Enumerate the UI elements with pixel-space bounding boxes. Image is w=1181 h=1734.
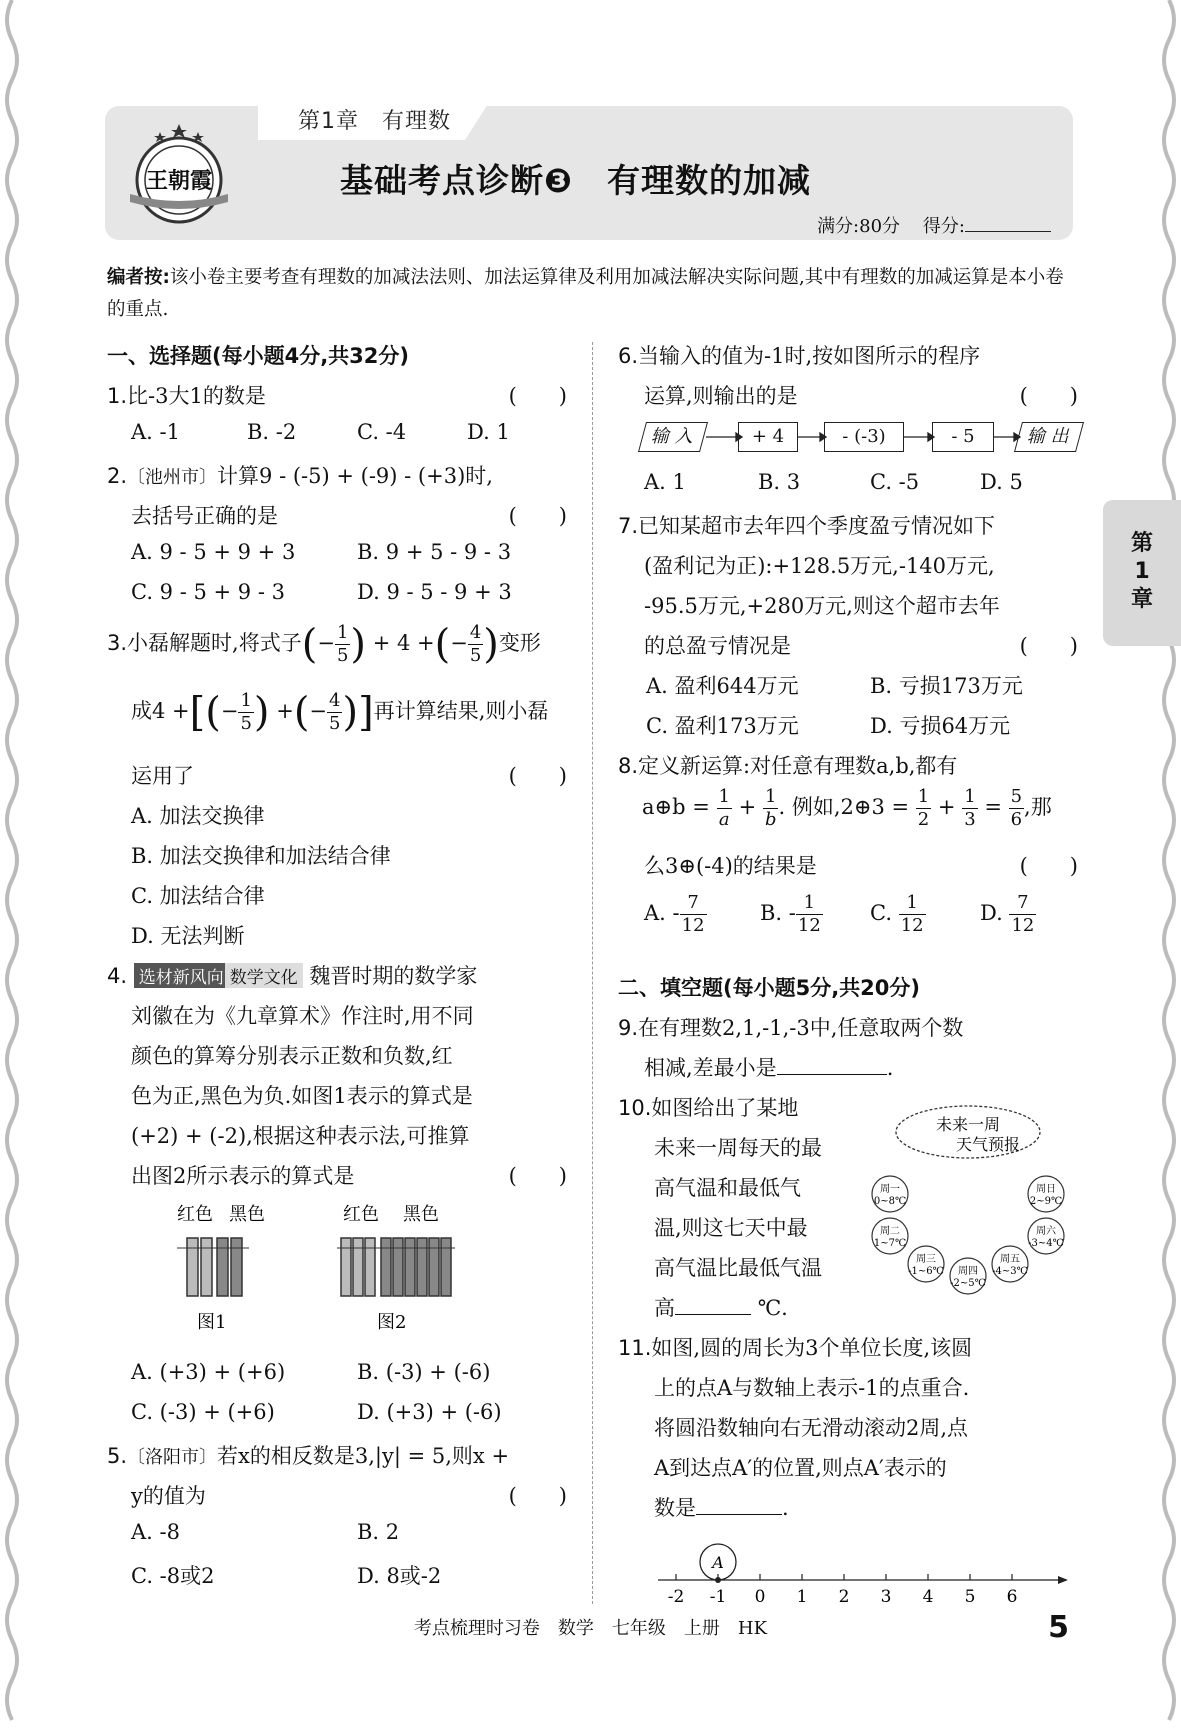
number-line-tick-label: -1 <box>709 1587 727 1607</box>
badge-math-culture: 数学文化 <box>225 963 303 988</box>
question-9: 9.在有理数2,1,-1,-3中,任意取两个数 <box>618 1016 964 1040</box>
page-title: 基础考点诊断❸ 有理数的加减 <box>340 161 811 200</box>
q1-option-b[interactable]: B. -2 <box>247 420 297 444</box>
page-number: 5 <box>1048 1610 1069 1645</box>
q8-option-d[interactable]: D. $\frac{7}{12}$ <box>980 892 1035 936</box>
question-9-line2: 相减,差最小是 . <box>644 1056 894 1080</box>
answer-paren[interactable]: ( ) <box>508 764 567 788</box>
question-4-line: 出图2所示表示的算式是 ( ) <box>131 1160 567 1190</box>
question-source: 〔池州市〕 <box>127 467 218 488</box>
q6-option-b[interactable]: B. 3 <box>758 470 801 494</box>
question-5: 5.〔洛阳市〕若x的相反数是3,|y| = 5,则x + <box>107 1444 510 1468</box>
q5-option-a[interactable]: A. -8 <box>131 1520 180 1544</box>
question-7: 7.已知某超市去年四个季度盈亏情况如下 <box>618 514 996 538</box>
question-1: 1.比-3大1的数是 ( ) <box>107 380 567 410</box>
page-footer: 考点梳理时习卷 数学 七年级 上册 HK <box>413 1618 768 1639</box>
svg-text:红色: 红色 <box>177 1204 213 1225</box>
number-line-figure <box>658 1536 1078 1616</box>
svg-text:周一: 周一 <box>880 1184 900 1195</box>
flow-input: 输 入 <box>638 422 708 452</box>
page-border-left <box>0 0 22 1730</box>
question-source: 〔洛阳市〕 <box>127 1447 218 1468</box>
question-3: 3.小磊解题时,将式子(− $\frac{1}{5}$ ) + 4 +(− $\frac{4}{5}$ )变形 <box>107 621 541 668</box>
q4-option-d[interactable]: D. (+3) + (-6) <box>357 1400 502 1424</box>
q5-option-d[interactable]: D. 8或-2 <box>357 1564 442 1588</box>
q6-option-a[interactable]: A. 1 <box>644 470 686 494</box>
svg-text:1~7℃: 1~7℃ <box>873 1238 907 1249</box>
q3-option-d[interactable]: D. 无法判断 <box>131 924 245 948</box>
svg-text:A: A <box>712 1553 724 1572</box>
question-8: 8.定义新运算:对任意有理数a,b,都有 <box>618 754 958 778</box>
question-4-line: 刘徽在为《九章算术》作注时,用不同 <box>131 1004 474 1028</box>
answer-paren[interactable]: ( ) <box>1019 854 1078 878</box>
svg-text:2~9℃: 2~9℃ <box>1029 1196 1063 1207</box>
section-2-title: 二、填空题(每小题5分,共20分) <box>618 976 921 1000</box>
flow-step-2: - (-3) <box>824 422 904 452</box>
question-11-line: 数是 . <box>654 1496 789 1520</box>
publisher-logo <box>126 118 232 230</box>
answer-paren[interactable]: ( ) <box>508 504 567 528</box>
q7-option-c[interactable]: C. 盈利173万元 <box>646 714 799 738</box>
q2-option-c[interactable]: C. 9 - 5 + 9 - 3 <box>131 580 285 604</box>
svg-text:-4~3℃: -4~3℃ <box>992 1266 1028 1277</box>
answer-blank[interactable] <box>675 1314 751 1315</box>
q4-option-b[interactable]: B. (-3) + (-6) <box>357 1360 491 1384</box>
svg-text:周二: 周二 <box>880 1226 900 1237</box>
question-10-line: 未来一周每天的最 <box>654 1136 822 1160</box>
question-10-line: 高气温和最低气 <box>654 1176 801 1200</box>
svg-text:-2~5℃: -2~5℃ <box>950 1278 986 1289</box>
score-blank[interactable] <box>965 231 1051 232</box>
question-3-line3: 运用了 ( ) <box>131 760 567 790</box>
question-10-line: 高 ℃. <box>654 1296 788 1320</box>
q7-option-b[interactable]: B. 亏损173万元 <box>870 674 1023 698</box>
column-divider <box>592 342 593 1604</box>
section-1-title: 一、选择题(每小题4分,共32分) <box>107 344 410 368</box>
q5-option-b[interactable]: B. 2 <box>357 1520 400 1544</box>
svg-text:0~8℃: 0~8℃ <box>873 1196 907 1207</box>
editor-note <box>107 262 1077 326</box>
q6-option-c[interactable]: C. -5 <box>870 470 920 494</box>
answer-blank[interactable] <box>777 1074 887 1075</box>
question-11: 11.如图,圆的周长为3个单位长度,该圆 <box>618 1336 973 1360</box>
q2-option-b[interactable]: B. 9 + 5 - 9 - 3 <box>357 540 512 564</box>
q2-option-a[interactable]: A. 9 - 5 + 9 + 3 <box>131 540 296 564</box>
flow-output: 输 出 <box>1014 422 1084 452</box>
question-2-line2: 去括号正确的是 ( ) <box>131 500 567 530</box>
chapter-label: 第1章 有理数 <box>298 109 451 134</box>
question-10-line: 温,则这七天中最 <box>654 1216 808 1240</box>
q8-option-c[interactable]: C. $\frac{1}{12}$ <box>870 892 924 936</box>
q1-option-c[interactable]: C. -4 <box>357 420 407 444</box>
svg-text:红色: 红色 <box>343 1204 379 1225</box>
number-line-tick-label: 2 <box>838 1587 850 1607</box>
number-line-tick-label: 1 <box>796 1587 808 1607</box>
editor-note-tag: 编者按: <box>107 267 170 288</box>
svg-text:周三: 周三 <box>916 1254 936 1265</box>
full-score: 满分:80分 <box>817 216 901 237</box>
badge-new-material: 选材新风向 <box>134 963 229 988</box>
number-line-tick-label: -2 <box>667 1587 685 1607</box>
svg-text:图2: 图2 <box>377 1312 407 1333</box>
q3-option-b[interactable]: B. 加法交换律和加法结合律 <box>131 844 391 868</box>
number-line-tick-label: 4 <box>922 1587 934 1607</box>
svg-text:周日: 周日 <box>1036 1184 1056 1195</box>
question-11-line: 将圆沿数轴向右无滑动滚动2周,点 <box>654 1416 969 1440</box>
q1-option-a[interactable]: A. -1 <box>131 420 180 444</box>
question-11-line: 上的点A与数轴上表示-1的点重合. <box>654 1376 970 1400</box>
question-11-line: A到达点A′的位置,则点A′表示的 <box>654 1456 947 1480</box>
q3-option-a[interactable]: A. 加法交换律 <box>131 804 265 828</box>
question-4-line: 颜色的算筹分别表示正数和负数,红 <box>131 1044 453 1068</box>
question-7-line: -95.5万元,+280万元,则这个超市去年 <box>644 594 1000 618</box>
svg-text:-3~4℃: -3~4℃ <box>1028 1238 1064 1249</box>
q4-option-c[interactable]: C. (-3) + (+6) <box>131 1400 275 1424</box>
answer-blank[interactable] <box>696 1514 782 1515</box>
svg-text:黑色: 黑色 <box>229 1204 265 1225</box>
svg-text:周五: 周五 <box>1000 1254 1020 1265</box>
question-10: 10.如图给出了某地 <box>618 1096 799 1120</box>
answer-paren[interactable]: ( ) <box>508 384 567 408</box>
flow-step-1: + 4 <box>738 422 798 452</box>
svg-text:天气预报: 天气预报 <box>955 1135 1021 1154</box>
question-8-line2: a⊕b = $\frac{1}{a}$ + $\frac{1}{b}$ . 例如,2⊕3 = $\frac{1}{2}$ + $\frac{1}{3}$ = $\frac{5}{6}$ ,那 <box>642 786 1052 830</box>
program-flowchart <box>642 422 1082 456</box>
q1-option-d[interactable]: D. 1 <box>467 420 510 444</box>
fraction: $\frac{4}{5}$ <box>329 690 341 734</box>
number-line-tick-label: 3 <box>880 1587 892 1607</box>
score-label: 得分: <box>922 216 965 237</box>
question-10-line: 高气温比最低气温 <box>654 1256 822 1280</box>
question-2: 2.〔池州市〕计算9 - (-5) + (-9) - (+3)时, <box>107 464 493 488</box>
q8-option-b[interactable]: B. - $\frac{1}{12}$ <box>760 892 821 936</box>
answer-paren[interactable]: ( ) <box>1019 384 1078 408</box>
question-8-line3: 么3⊕(-4)的结果是 ( ) <box>644 850 1078 880</box>
svg-text:黑色: 黑色 <box>403 1204 439 1225</box>
question-3-line2: 成4 +[(− $\frac{1}{5}$ ) +(− $\frac{4}{5}$ )]再计算结果,则小磊 <box>131 689 549 736</box>
fraction: $\frac{1}{5}$ <box>240 690 252 734</box>
q2-option-d[interactable]: D. 9 - 5 - 9 + 3 <box>357 580 512 604</box>
answer-paren[interactable]: ( ) <box>508 1484 567 1508</box>
svg-text:图1: 图1 <box>197 1312 227 1333</box>
fraction: $\frac{4}{5}$ <box>469 622 482 666</box>
answer-paren[interactable]: ( ) <box>1019 634 1078 658</box>
weather-forecast-figure <box>870 1100 1080 1300</box>
score-line <box>817 212 1051 238</box>
question-6-line2: 运算,则输出的是 ( ) <box>644 380 1078 410</box>
svg-text:周六: 周六 <box>1036 1226 1056 1237</box>
question-5-line2: y的值为 ( ) <box>131 1480 567 1510</box>
q7-option-d[interactable]: D. 亏损64万元 <box>870 714 1011 738</box>
q7-option-a[interactable]: A. 盈利644万元 <box>646 674 799 698</box>
editor-note-text: 该小卷主要考查有理数的加减法法则、加法运算律及利用加减法解决实际问题,其中有理数的加减运算是本小卷的重点. <box>107 267 1064 320</box>
svg-text:-1~6℃: -1~6℃ <box>908 1266 944 1277</box>
answer-paren[interactable]: ( ) <box>508 1164 567 1188</box>
q8-option-a[interactable]: A. - $\frac{7}{12}$ <box>644 892 705 936</box>
question-4-line: (+2) + (-2),根据这种表示法,可推算 <box>131 1124 470 1148</box>
q6-option-d[interactable]: D. 5 <box>980 470 1023 494</box>
svg-text:未来一周: 未来一周 <box>935 1115 1001 1134</box>
q3-option-c[interactable]: C. 加法结合律 <box>131 884 265 908</box>
chapter-side-tab <box>1103 500 1181 646</box>
question-7-line: (盈利记为正):+128.5万元,-140万元, <box>644 554 995 578</box>
question-4: 4. 选材新风向 数学文化 魏晋时期的数学家 <box>107 964 478 988</box>
svg-text:周四: 周四 <box>958 1266 978 1277</box>
fraction: $\frac{1}{5}$ <box>336 622 349 666</box>
counting-rods-figure <box>177 1200 477 1340</box>
chapter-side-tab-text: 第1章 <box>1130 531 1153 612</box>
number-line-tick-label: 6 <box>1006 1587 1018 1607</box>
question-7-line: 的总盈亏情况是 ( ) <box>644 630 1078 660</box>
number-line-tick-label: 0 <box>754 1587 766 1607</box>
question-6: 6.当输入的值为-1时,按如图所示的程序 <box>618 344 981 368</box>
flow-step-3: - 5 <box>932 422 994 452</box>
page-border-right <box>1159 0 1181 1730</box>
question-4-line: 色为正,黑色为负.如图1表示的算式是 <box>131 1084 473 1108</box>
number-line-tick-label: 5 <box>964 1587 976 1607</box>
q4-option-a[interactable]: A. (+3) + (+6) <box>131 1360 286 1384</box>
q5-option-c[interactable]: C. -8或2 <box>131 1564 215 1588</box>
logo-text: 王朝霞 <box>145 168 213 194</box>
